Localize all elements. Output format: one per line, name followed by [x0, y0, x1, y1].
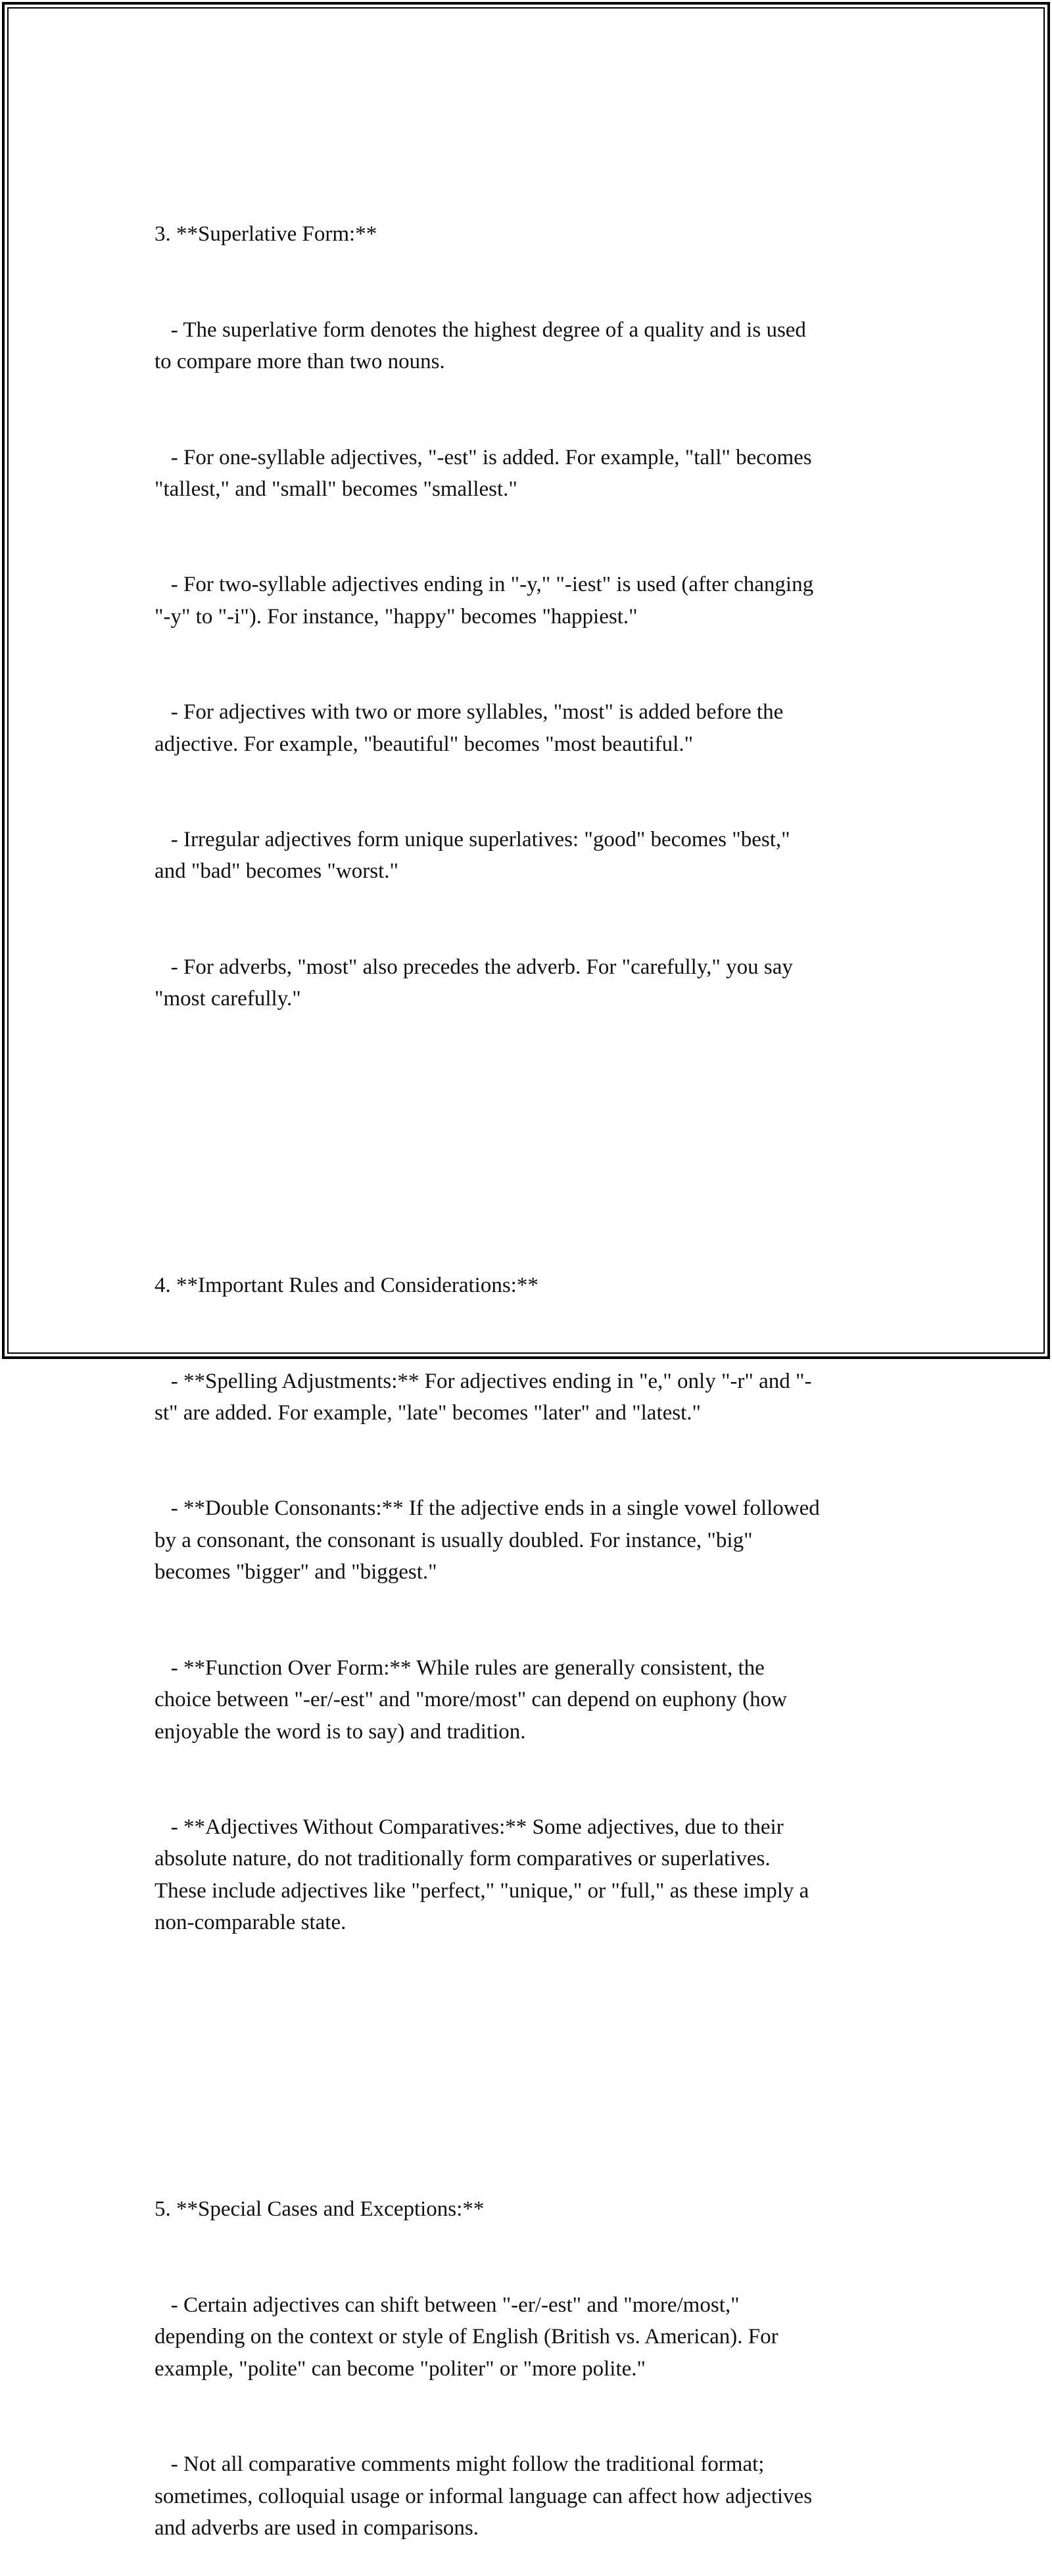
section-3-item-4: - For adjectives with two or more syllables, "most" is added before the adjective. For example, "beautiful" becomes "most beautiful." [155, 700, 784, 756]
section-5-item-2: - Not all comparative comments might follow the traditional format; sometimes, colloquial usage or informal language can affect how adjectives and adverbs are used in comparisons. [155, 2452, 813, 2540]
section-3-heading: 3. **Superlative Form:** [155, 222, 377, 247]
section-3-item-3: - For two-syllable adjectives ending in "-y," "-iest" is used (after changing "-y" to "-i"). For instance, "happy" becomes "happiest." [155, 573, 814, 629]
section-spacer [155, 2034, 897, 2066]
section-4-item-2: - **Double Consonants:** If the adjective ends in a single vowel followed by a consonant, the consonant is usually doubled. For instance, "big" becomes "bigger" and "biggest." [155, 1496, 820, 1585]
section-4-heading: 4. **Important Rules and Considerations:** [155, 1274, 538, 1298]
section-spacer [155, 1110, 897, 1142]
section-5-heading: 5. **Special Cases and Exceptions:** [155, 2197, 485, 2222]
section-4-item-3: - **Function Over Form:** While rules are generally consistent, the choice between "-er/-est" and "more/most" can depend on euphony (how enjoyable the word is to say) and tradition. [155, 1656, 787, 1744]
section-4-item-4: - **Adjectives Without Comparatives:** Some adjectives, due to their absolute nature, do not traditionally form comparatives or superlatives. These include adjectives like "perfect," "unique," or "full," as these imply a non-comparable state. [155, 1815, 809, 1935]
section-3-item-2: - For one-syllable adjectives, "-est" is added. For example, "tall" becomes "tallest," and "small" becomes "smallest." [155, 445, 812, 501]
section-3-item-1: - The superlative form denotes the highest degree of a quality and is used to compare more than two nouns. [155, 318, 806, 374]
section-3-item-5: - Irregular adjectives form unique superlatives: "good" becomes "best," and "bad" becomes "worst." [155, 827, 790, 884]
section-3-item-6: - For adverbs, "most" also precedes the adverb. For "carefully," you say "most carefully." [155, 955, 793, 1011]
document-body [155, 123, 897, 2576]
section-5-item-1: - Certain adjectives can shift between "-er/-est" and "more/most," depending on the context or style of English (British vs. American). For example, "polite" can become "politer" or "more polite." [155, 2293, 778, 2381]
section-4-item-1: - **Spelling Adjustments:** For adjectives ending in "e," only "-r" and "- st" are added. For example, "late" becomes "later" and "latest." [155, 1369, 812, 1425]
